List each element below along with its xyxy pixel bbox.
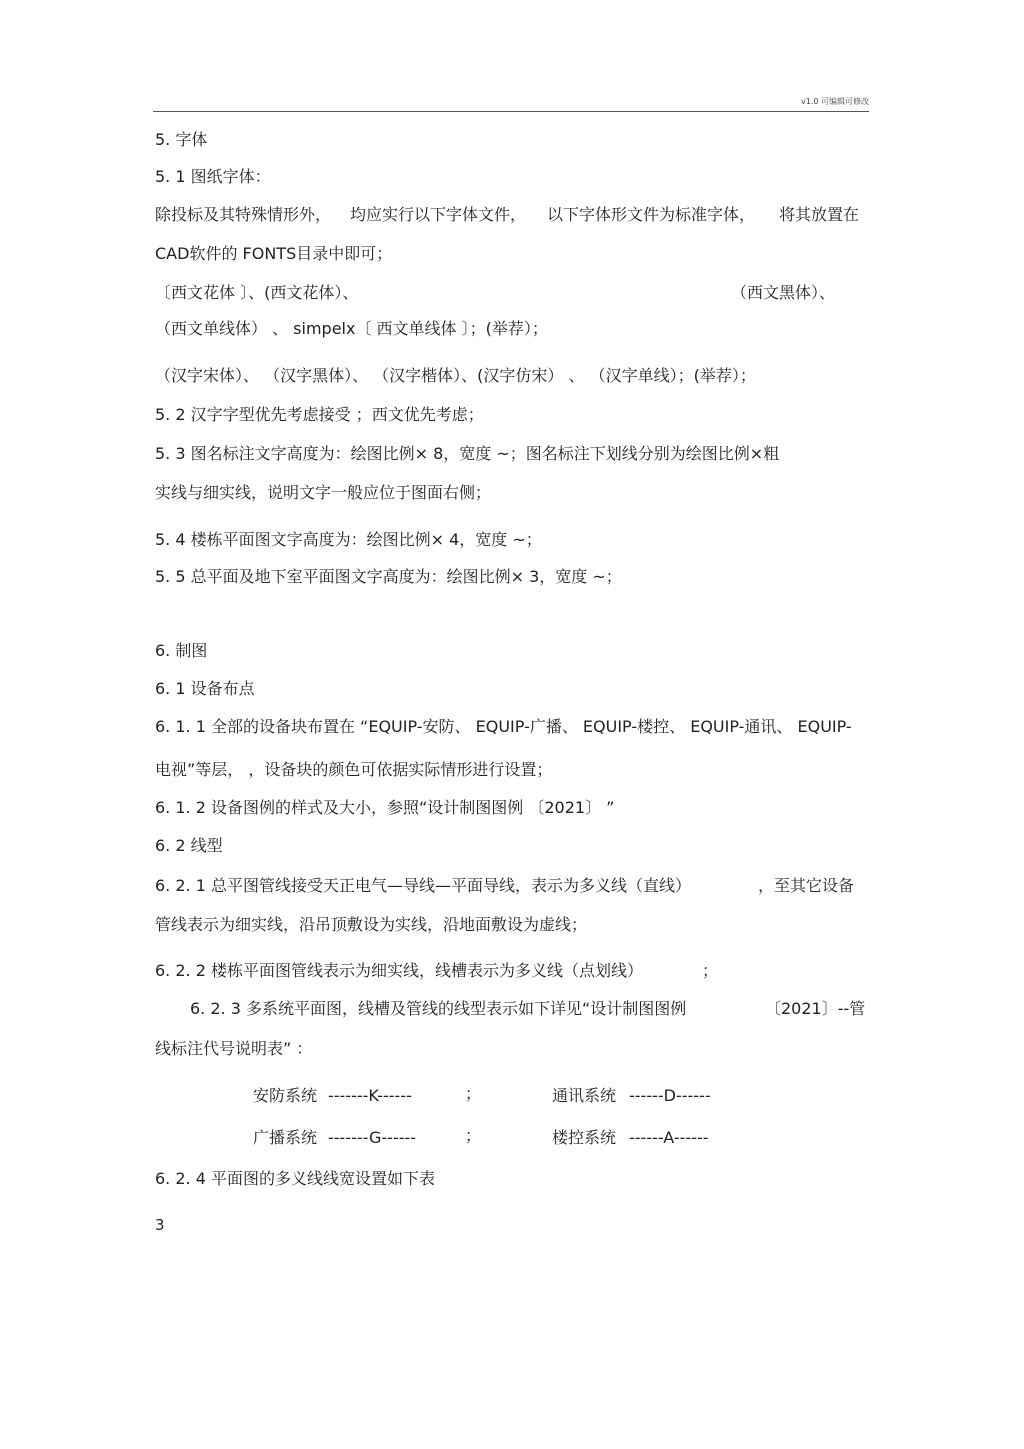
- section-5-2: 5. 2 汉字字型优先考虑接受 ；西文优先考虑；: [155, 405, 484, 424]
- font-list-c1: 〔西文花体 〕、(西文花体）、: [155, 283, 359, 302]
- section-5-1-text-b: CAD软件的 FONTS目录中即可；: [155, 244, 393, 263]
- section-6-2-1-a1: 6. 2. 1 总平图管线接受天正电气—导线—平面导线，表示为多义线（直线）: [155, 876, 691, 895]
- section-6-2-4: 6. 2. 4 平面图的多义线线宽设置如下表: [155, 1169, 435, 1188]
- system-security-separator: ；: [465, 1084, 482, 1103]
- section-6-2: 6. 2 线型: [155, 836, 223, 855]
- section-6-1: 6. 1 设备布点: [155, 679, 255, 698]
- section-6-2-2-a: 6. 2. 2 楼栋平面图管线表示为细实线，线槽表示为多义线（点划线）: [155, 961, 643, 980]
- section-5-1-text-a4: 将其放置在: [779, 205, 860, 224]
- system-building-control-code: ------A------: [629, 1128, 709, 1147]
- section-6-1-1-a: 6. 1. 1 全部的设备块布置在 “EQUIP-安防、 EQUIP-广播、 EQUIP-楼控、 EQUIP-通讯、 EQUIP-: [155, 717, 852, 736]
- section-5-3-b: 实线与细实线，说明文字一般应位于图面右侧；: [155, 483, 492, 502]
- section-6-2-1-b: 管线表示为细实线，沿吊顶敷设为实线，沿地面敷设为虚线；: [155, 915, 588, 934]
- section-5-4: 5. 4 楼栋平面图文字高度为：绘图比例× 4，宽度 ~；: [155, 530, 542, 549]
- header-note: v1.0 可编辑可修改: [801, 97, 869, 106]
- section-6-2-3-a1: 6. 2. 3 多系统平面图，线槽及管线的线型表示如下详见“设计制图图例: [190, 999, 687, 1018]
- section-6-2-1-a2: ，至其它设备: [758, 876, 855, 895]
- header-rule: [153, 111, 869, 112]
- section-5-1: 5. 1 图纸字体：: [155, 167, 271, 186]
- system-security-name: 安防系统: [253, 1086, 318, 1105]
- font-list-e: （汉字宋体）、 （汉字黑体）、 （汉字楷体）、(汉字仿宋） 、 （汉字单线）；(举荐）；: [155, 366, 756, 385]
- section-6-2-3-b: 线标注代号说明表” ：: [155, 1039, 313, 1058]
- system-building-control-name: 楼控系统: [552, 1128, 617, 1147]
- section-5-heading: 5. 字体: [155, 130, 208, 149]
- section-5-1-text-a1: 除投标及其特殊情形外，: [155, 205, 332, 224]
- system-broadcast-separator: ；: [465, 1126, 482, 1145]
- page-number: 3: [155, 1216, 165, 1234]
- section-5-1-text-a2: 均应实行以下字体文件，: [350, 205, 527, 224]
- system-broadcast-code: -------G------: [328, 1128, 417, 1147]
- section-6-2-3-a2: 〔2021〕--管: [765, 999, 866, 1018]
- font-list-c2: （西文黑体）、: [731, 283, 836, 302]
- system-telecom-code: ------D------: [629, 1086, 711, 1105]
- section-5-3-a: 5. 3 图名标注文字高度为：绘图比例× 8，宽度 ~；图名标注下划线分别为绘图比例×粗: [155, 444, 780, 463]
- section-6-1-1-b: 电视”等层， ，设备块的颜色可依据实际情形进行设置；: [155, 760, 553, 779]
- font-list-d: （西文单线体） 、 simpelx〔 西文单线体 〕；(举荐）；: [155, 319, 548, 338]
- section-6-2-2-b: ；: [702, 961, 719, 980]
- system-telecom-name: 通讯系统: [552, 1086, 617, 1105]
- system-security-code: -------K------: [328, 1086, 412, 1105]
- system-broadcast-name: 广播系统: [253, 1128, 318, 1147]
- section-6-1-2: 6. 1. 2 设备图例的样式及大小，参照“设计制图图例 〔2021〕 ”: [155, 798, 615, 817]
- section-6-heading: 6. 制图: [155, 641, 208, 660]
- section-5-1-text-a3: 以下字体形文件为标准字体，: [547, 205, 756, 224]
- section-5-5: 5. 5 总平面及地下室平面图文字高度为：绘图比例× 3，宽度 ~；: [155, 567, 622, 586]
